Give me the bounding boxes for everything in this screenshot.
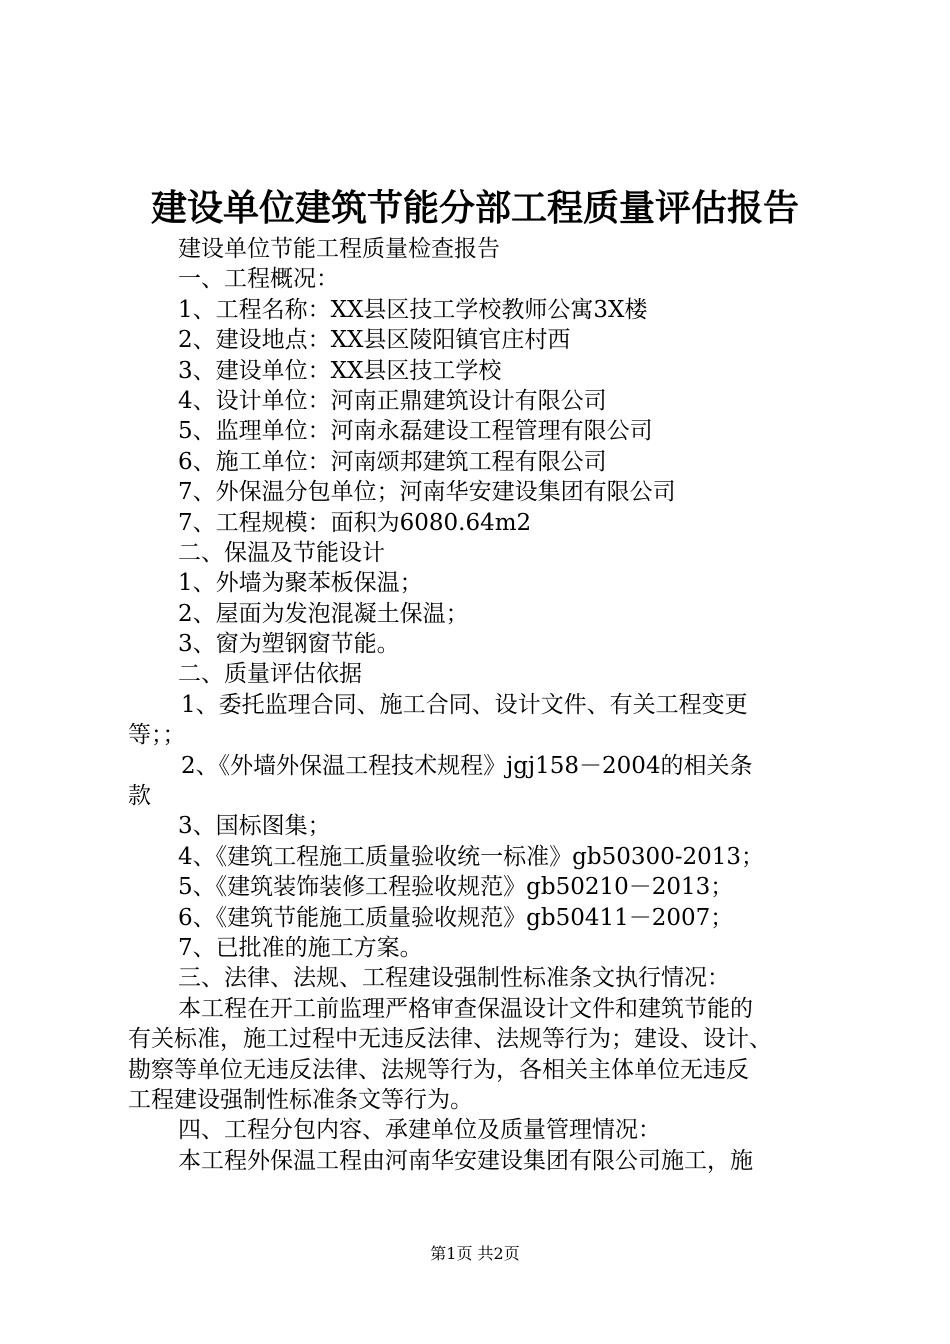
paragraph-line: 工程建设强制性标准条文等行为。 bbox=[128, 1086, 473, 1113]
paragraph-line: 1、委托监理合同、施工合同、设计文件、有关工程变更 bbox=[181, 691, 748, 718]
paragraph-line: 2、屋面为发泡混凝土保温； bbox=[178, 600, 469, 627]
section-heading: 一、工程概况： bbox=[178, 266, 339, 293]
paragraph-line: 有关标准，施工过程中无违反法律、法规等行为；建设、设计、 bbox=[128, 1026, 772, 1053]
paragraph-line: 4、《建筑工程施工质量验收统一标准》gb50300-2013； bbox=[178, 843, 765, 870]
section-heading: 二、质量评估依据 bbox=[178, 661, 362, 688]
report-subtitle: 建设单位节能工程质量检查报告 bbox=[178, 236, 500, 262]
paragraph-line: 1、外墙为聚苯板保温； bbox=[178, 570, 423, 597]
paragraph-line: 款 bbox=[128, 783, 151, 810]
paragraph-line: 4、设计单位：河南正鼎建筑设计有限公司 bbox=[178, 387, 607, 414]
paragraph-line: 6、施工单位：河南颂邦建筑工程有限公司 bbox=[178, 448, 607, 475]
document-body bbox=[128, 234, 838, 1176]
section-heading: 二、保温及节能设计 bbox=[178, 539, 385, 566]
paragraph-line: 5、监理单位：河南永磊建设工程管理有限公司 bbox=[178, 418, 653, 445]
paragraph-line: 7、已批准的施工方案。 bbox=[178, 934, 423, 961]
document-title: 建设单位建筑节能分部工程质量评估报告 bbox=[150, 187, 799, 229]
paragraph-line: 5、《建筑装饰装修工程验收规范》gb50210－2013； bbox=[178, 874, 734, 901]
paragraph-line: 本工程外保温工程由河南华安建设集团有限公司施工，施 bbox=[178, 1147, 753, 1174]
paragraph-line: 3、建设单位：XX县区技工学校 bbox=[178, 357, 502, 384]
paragraph-line: 3、窗为塑钢窗节能。 bbox=[178, 631, 400, 658]
paragraph-line: 本工程在开工前监理严格审查保温设计文件和建筑节能的 bbox=[178, 995, 753, 1022]
paragraph-line: 1、工程名称：XX县区技工学校教师公寓3X楼 bbox=[178, 296, 648, 323]
paragraph-line: 2、建设地点：XX县区陵阳镇官庄村西 bbox=[178, 327, 571, 354]
section-heading: 三、法律、法规、工程建设强制性标准条文执行情况： bbox=[178, 965, 730, 992]
paragraph-line: 3、国标图集； bbox=[178, 813, 331, 840]
paragraph-line: 2、《外墙外保温工程技术规程》jgj158－2004的相关条 bbox=[181, 752, 753, 779]
paragraph-line: 勘察等单位无违反法律、法规等行为，各相关主体单位无违反 bbox=[128, 1056, 749, 1083]
section-heading: 四、工程分包内容、承建单位及质量管理情况： bbox=[178, 1117, 661, 1144]
paragraph-line: 等；； bbox=[128, 722, 186, 749]
paragraph-line: 7、外保温分包单位；河南华安建设集团有限公司 bbox=[178, 479, 676, 506]
page-footer: 第1页 共2页 bbox=[430, 1244, 520, 1263]
paragraph-line: 7、工程规模：面积为6080.64m2 bbox=[178, 509, 532, 536]
paragraph-line: 6、《建筑节能施工质量验收规范》gb50411－2007； bbox=[178, 904, 734, 931]
